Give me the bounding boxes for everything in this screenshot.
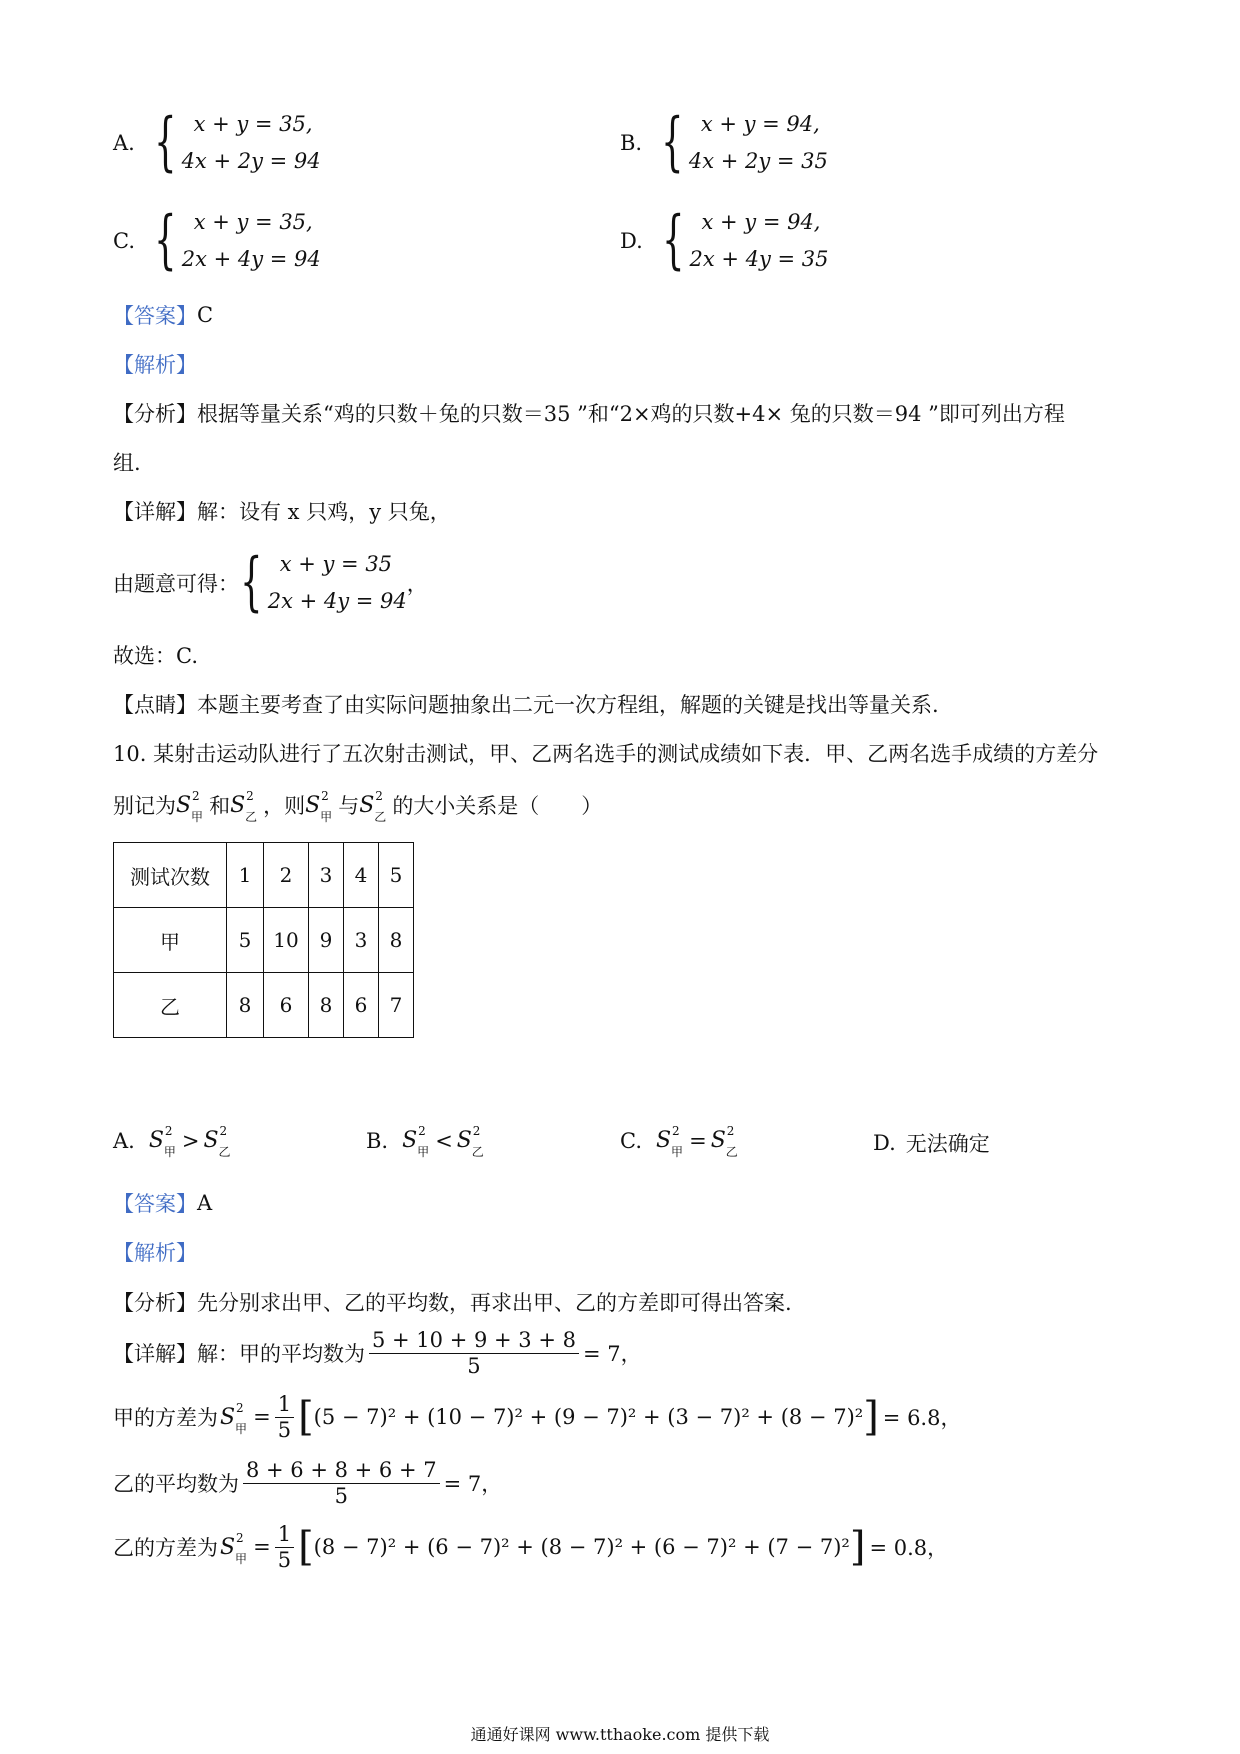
- table-row: [114, 908, 414, 973]
- fenxi-text: 先分别求出甲、乙的平均数，再求出甲、乙的方差即可得出答案.: [197, 1291, 792, 1315]
- detail-text: 解：甲的平均数为: [197, 1342, 365, 1366]
- q9-option-b: [620, 106, 828, 180]
- equation-system: { x + y = 94, 4x + 2y = 35: [661, 105, 828, 180]
- q9-jiexi-tag: 【解析】: [113, 353, 197, 377]
- option-label: A.: [113, 131, 135, 155]
- q9-option-d: [620, 204, 829, 278]
- equation-2: 2x + 4y = 35: [689, 247, 829, 271]
- q9-option-c: [113, 204, 321, 278]
- fenxi-tag: 【分析】: [113, 402, 197, 426]
- table-cell: 甲: [114, 908, 227, 973]
- table-cell: 4: [344, 843, 379, 908]
- table-cell: 2: [264, 843, 309, 908]
- q9-option-a: [113, 106, 321, 180]
- equation-1: x + y = 35: [279, 552, 393, 576]
- result: = 0.8，: [869, 1536, 949, 1560]
- option-label: B.: [366, 1128, 389, 1153]
- q10-option-c: C. S 2 甲 = S 2 乙: [620, 1124, 738, 1159]
- dianjing-tag: 【点睛】: [113, 693, 197, 717]
- q10-option-a: A. S 2 甲 > S 2 乙: [113, 1124, 231, 1159]
- q10-answer: [113, 1188, 212, 1218]
- stem-text: 与: [338, 794, 360, 818]
- equation-system: { x + y = 35, 4x + 2y = 94: [154, 105, 321, 180]
- variance-symbol-jia: S 2 甲: [176, 788, 204, 824]
- numerator: 1: [275, 1392, 294, 1418]
- fraction: [275, 1392, 294, 1442]
- fenxi-tag: 【分析】: [113, 1291, 197, 1315]
- q10-option-b: B. S 2 甲 < S 2 乙: [366, 1124, 484, 1159]
- fraction: [369, 1328, 579, 1378]
- detail-text: 解：设有 x 只鸡，y 只兔，: [197, 500, 451, 524]
- fraction: [243, 1458, 440, 1508]
- table-cell: 5: [227, 908, 264, 973]
- q9-fenxi-line2: 组.: [113, 451, 141, 475]
- variance-prefix: 乙的方差为: [113, 1536, 218, 1560]
- denominator: 5: [467, 1354, 481, 1378]
- detail-tag: 【详解】: [113, 1342, 197, 1366]
- option-label: D.: [620, 229, 643, 253]
- q10-jiexi-tag: 【解析】: [113, 1241, 197, 1265]
- variance-terms: (5 − 7)² + (10 − 7)² + (9 − 7)² + (3 − 7)² + (8 − 7)²: [313, 1405, 864, 1429]
- q9-choose: 故选：C.: [113, 644, 198, 668]
- stem-text: ，则: [263, 794, 306, 818]
- option-label: C.: [620, 1128, 642, 1153]
- equation-1: x + y = 35,: [193, 112, 313, 136]
- option-operator: >: [181, 1128, 200, 1153]
- option-operator: <: [435, 1128, 453, 1153]
- equation-2: 2x + 4y = 94: [181, 247, 321, 271]
- equals: =: [253, 1535, 271, 1559]
- table-cell: 8: [227, 973, 264, 1038]
- option-operator: =: [689, 1128, 707, 1153]
- answer-tag: 【答案】: [113, 304, 197, 328]
- variance-symbol-yi: S 2 乙: [359, 788, 387, 824]
- q10-fenxi: [113, 1287, 792, 1317]
- detail-tag: 【详解】: [113, 500, 197, 524]
- table-cell: 3: [309, 843, 344, 908]
- table-cell: 乙: [114, 973, 227, 1038]
- table-cell: 7: [379, 973, 414, 1038]
- variance-terms: (8 − 7)² + (6 − 7)² + (8 − 7)² + (6 − 7)² + (7 − 7)²: [313, 1535, 850, 1559]
- variance-symbol-jia: S 2 甲: [305, 788, 333, 824]
- equation-1: x + y = 35,: [193, 210, 313, 234]
- equation-system: { x + y = 35 2x + 4y = 94: [240, 545, 407, 620]
- equation-system: { x + y = 35, 2x + 4y = 94: [154, 203, 321, 278]
- table-row: [114, 973, 414, 1038]
- result: = 7，: [582, 1342, 642, 1366]
- table-cell: 1: [227, 843, 264, 908]
- answer-tag: 【答案】: [113, 1192, 197, 1216]
- option-label: D.: [873, 1131, 896, 1155]
- table-cell: 3: [344, 908, 379, 973]
- option-text: 无法确定: [905, 1132, 990, 1156]
- result: = 6.8，: [882, 1406, 962, 1430]
- derive-prefix: 由题意可得：: [113, 572, 239, 596]
- table-cell: 9: [309, 908, 344, 973]
- q9-dianjing: [113, 689, 939, 719]
- q10-stem-line1: 10. 某射击运动队进行了五次射击测试，甲、乙两名选手的测试成绩如下表．甲、乙两名选手成绩的方差分: [113, 742, 1099, 766]
- table-cell: 6: [344, 973, 379, 1038]
- result: = 7，: [443, 1472, 503, 1496]
- numerator: 5 + 10 + 9 + 3 + 8: [369, 1328, 579, 1354]
- equals: =: [253, 1405, 271, 1429]
- q10-variance-yi: 乙的方差为 S 2 甲 = $\frac{1}{5}$ [ (8 − 7)² + (6 − 7)² + (8 − 7)² + (6 − 7)² + (7 − 7)² ] = 0.8，: [113, 1522, 949, 1572]
- table-cell: 10: [264, 908, 309, 973]
- variance-symbol-yi: S 2 乙: [230, 788, 258, 824]
- page-footer: 通通好课网 www.tthaoke.com 提供下载: [470, 1725, 770, 1744]
- numerator: 8 + 6 + 8 + 6 + 7: [243, 1458, 440, 1484]
- fraction: [275, 1522, 294, 1572]
- equation-2: 4x + 2y = 94: [181, 149, 321, 173]
- q10-mean-jia: [113, 1328, 642, 1378]
- denominator: 5: [277, 1548, 292, 1572]
- denominator: 5: [277, 1418, 292, 1442]
- fenxi-text: 根据等量关系“鸡的只数＋兔的只数＝35 ”和“2×鸡的只数+4× 兔的只数＝94 ”即可列出方程: [197, 402, 1065, 426]
- q9-derivation: [113, 546, 428, 620]
- q9-detail: [113, 496, 451, 526]
- numerator: 1: [275, 1522, 294, 1548]
- stem-text: 和: [209, 794, 231, 818]
- answer-value: C: [197, 303, 214, 327]
- q10-variance-jia: 甲的方差为 S 2 甲 = $\frac{1}{5}$ [ (5 − 7)² + (10 − 7)² + (9 − 7)² + (3 − 7)² + (8 − 7)² ] = 6.8，: [113, 1392, 962, 1442]
- equation-1: x + y = 94,: [700, 112, 820, 136]
- derive-suffix: ，: [406, 572, 428, 596]
- table-row: [114, 843, 414, 908]
- table-cell: 测试次数: [114, 843, 227, 908]
- table-cell: 6: [264, 973, 309, 1038]
- table-cell: 8: [309, 973, 344, 1038]
- q9-answer: [113, 300, 213, 330]
- option-label: B.: [620, 131, 643, 155]
- q10-stem-line2: [113, 788, 603, 824]
- q9-fenxi: [113, 398, 1065, 428]
- stem-text: 的大小关系是（ ）: [392, 794, 603, 818]
- denominator: 5: [334, 1484, 348, 1508]
- option-label: A.: [113, 1128, 135, 1153]
- q10-mean-yi: [113, 1458, 502, 1508]
- q10-option-d: [873, 1128, 990, 1158]
- table-cell: 8: [379, 908, 414, 973]
- equation-2: 2x + 4y = 94: [267, 589, 407, 613]
- answer-value: A: [197, 1191, 213, 1215]
- equation-system: { x + y = 94, 2x + 4y = 35: [661, 203, 829, 278]
- detail-text: 乙的平均数为: [113, 1472, 239, 1496]
- stem-text: 别记为: [113, 794, 176, 818]
- equation-2: 4x + 2y = 35: [688, 149, 828, 173]
- option-label: C.: [113, 229, 135, 253]
- equation-1: x + y = 94,: [701, 210, 821, 234]
- table-cell: 5: [379, 843, 414, 908]
- dianjing-text: 本题主要考查了由实际问题抽象出二元一次方程组，解题的关键是找出等量关系.: [197, 693, 939, 717]
- score-table: [113, 842, 414, 1038]
- variance-prefix: 甲的方差为: [113, 1406, 218, 1430]
